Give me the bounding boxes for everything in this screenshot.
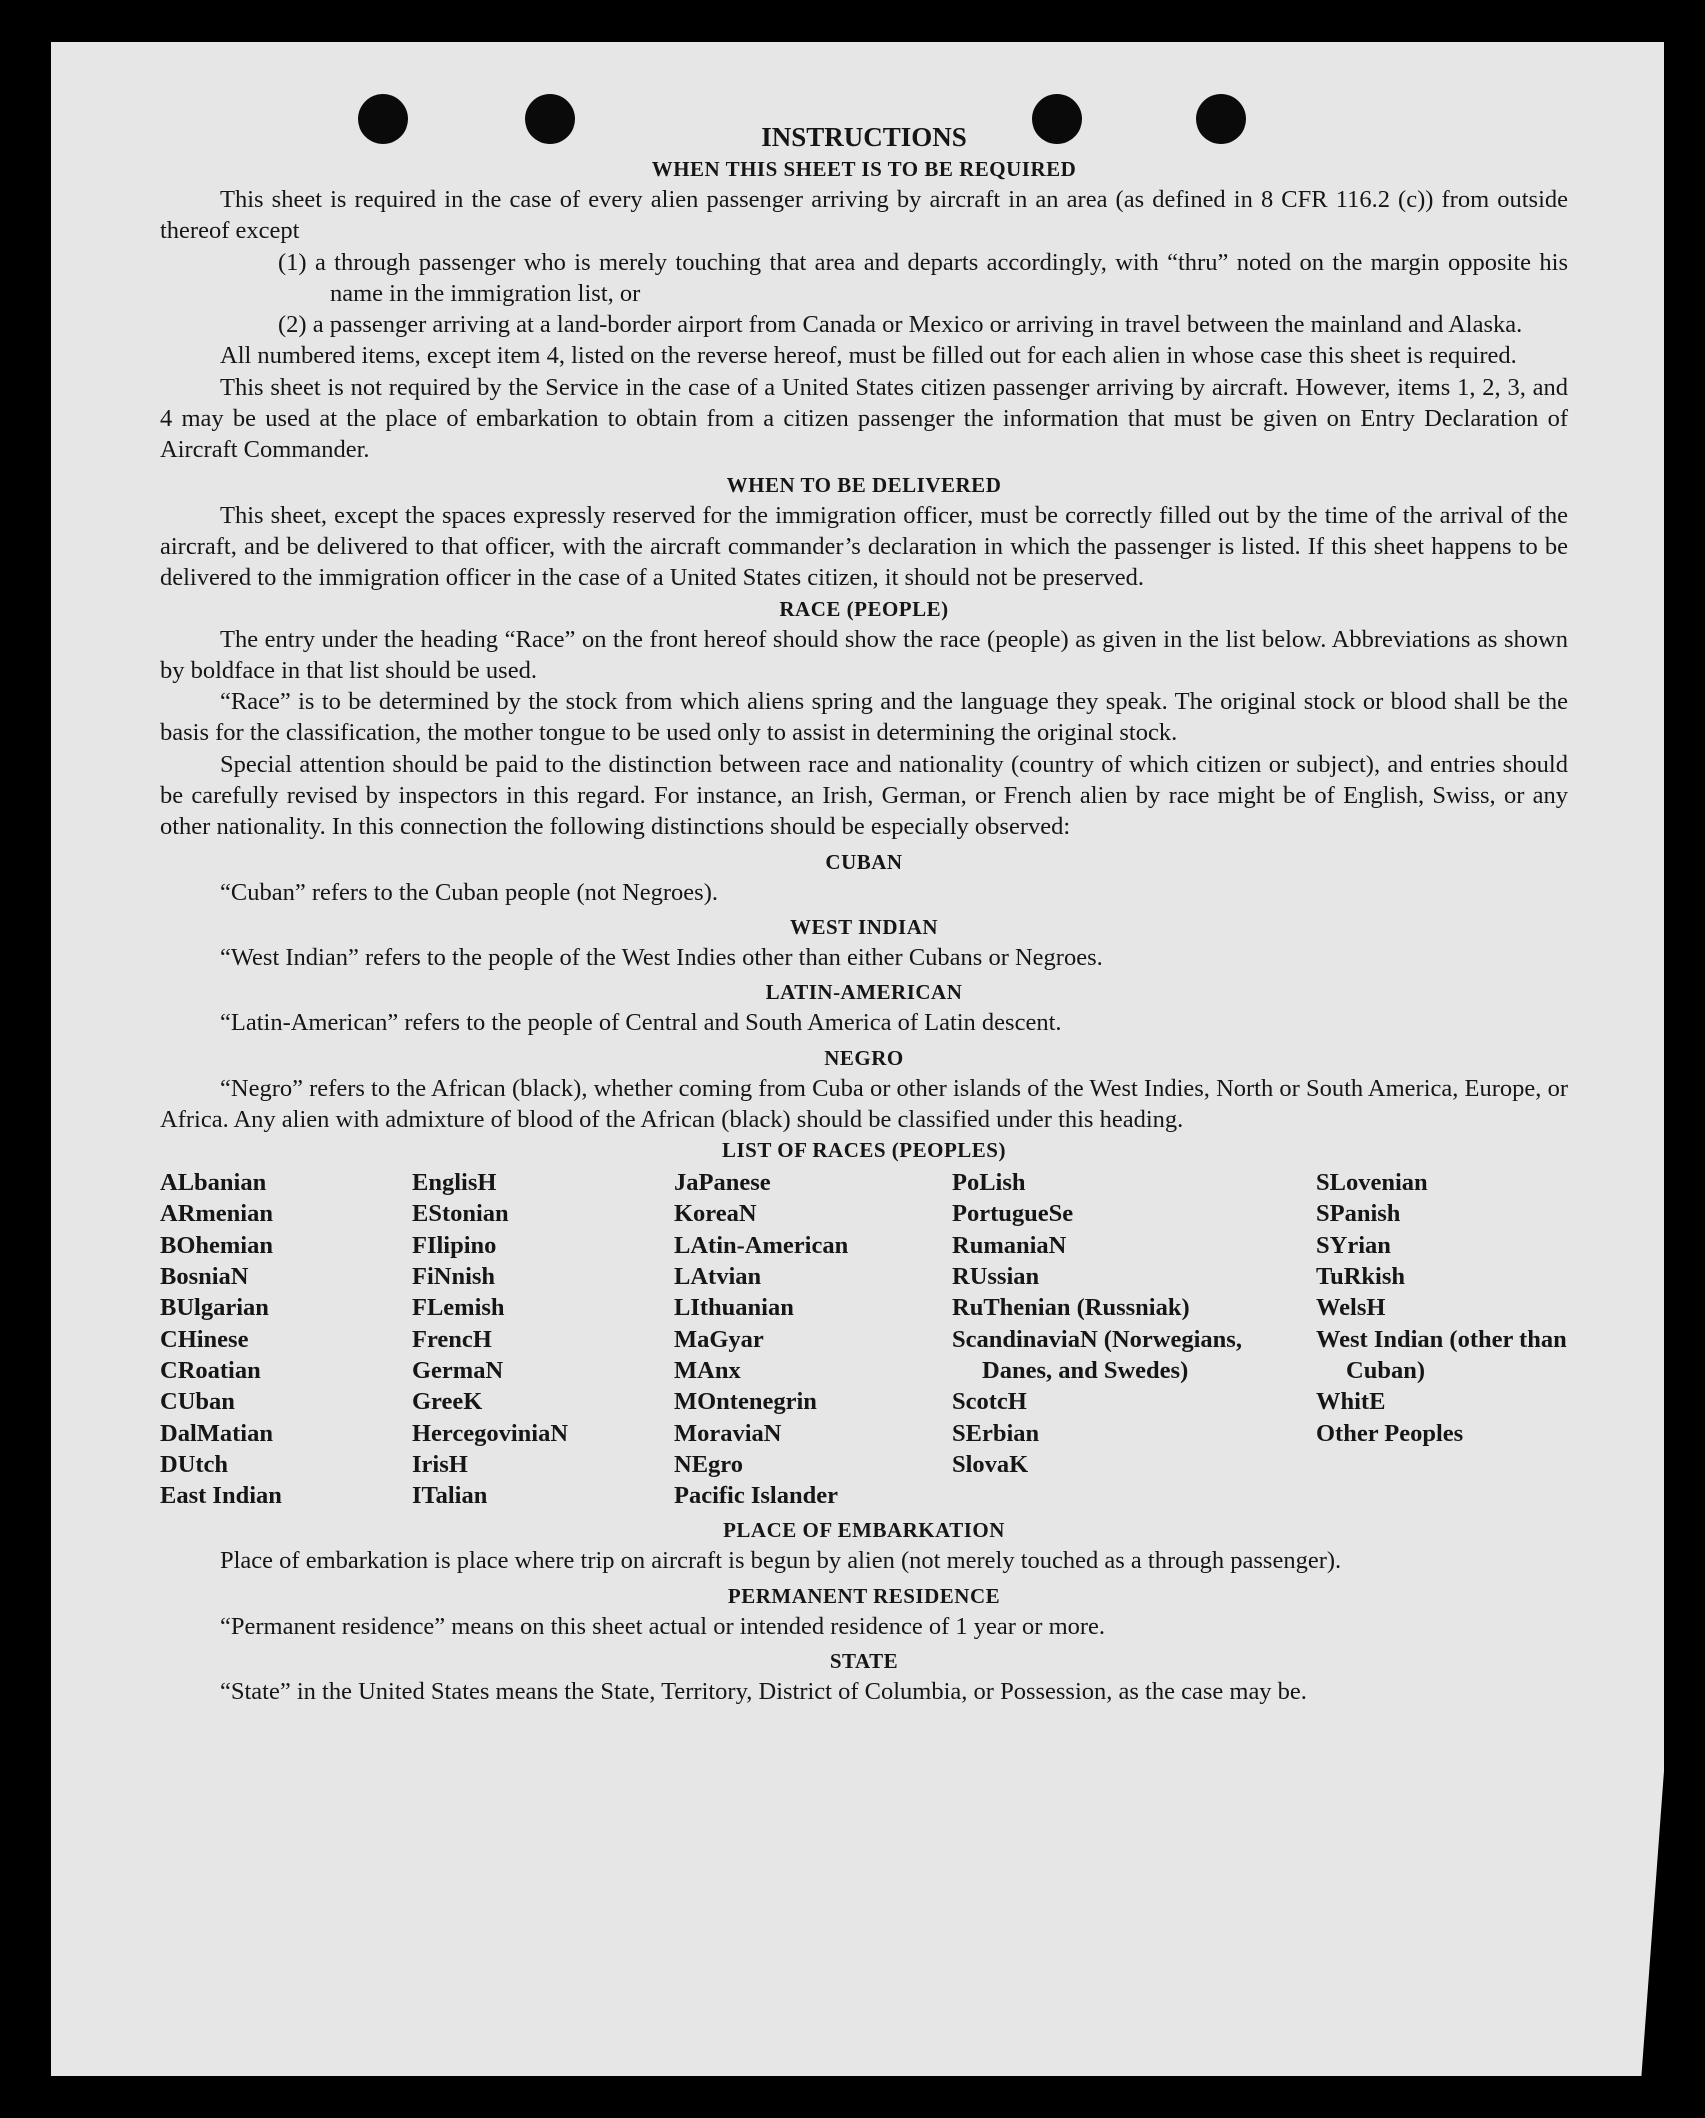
race-entry: RumaniaN <box>952 1231 1067 1259</box>
race-entry: BosniaN <box>160 1263 249 1291</box>
section-title: LATIN-AMERICAN <box>765 980 963 1005</box>
paragraph: This sheet is not required by the Service in the case of a United States citizen passenger arriving by aircraft. However, items 1, 2, 3, and 4 may be used at the place of embarkation to obtain from a citizen passenger the information that must be given on Entry Declaration of Aircraft Commander. <box>160 373 1568 464</box>
race-entry: NEgro <box>674 1450 743 1478</box>
paragraph: “Race” is to be determined by the stock from which aliens spring and the language they speak. The original stock or blood shall be the basis for the classification, the mother tongue to be used only to assist in determining the original stock. <box>160 688 1568 747</box>
race-entry: ALbanian <box>160 1169 267 1197</box>
paragraph: “Cuban” refers to the Cuban people (not Negroes). <box>220 878 718 906</box>
race-entry: CUban <box>160 1388 235 1416</box>
race-entry: MaGyar <box>674 1325 764 1353</box>
race-entry: HercegoviniaN <box>412 1419 569 1447</box>
paragraph: “Permanent residence” means on this sheet actual or intended residence of 1 year or more. <box>220 1612 1106 1640</box>
race-entry: ScotcH <box>952 1388 1027 1416</box>
section-title: WHEN THIS SHEET IS TO BE REQUIRED <box>651 157 1077 181</box>
paragraph: This sheet, except the spaces expressly reserved for the immigration officer, must be correctly filled out by the time of the arrival of the aircraft, and be delivered to that officer, with the aircraft commander’s declaration in which the passenger is listed. If this sheet happens to be delivered to the immigration officer in the case of a United States citizen, it should not be preserved. <box>160 501 1568 592</box>
race-entry: EStonian <box>412 1200 509 1228</box>
race-entry: IrisH <box>412 1450 468 1478</box>
race-entry: West Indian (other than Cuban) <box>1316 1325 1567 1384</box>
race-entry: JaPanese <box>674 1169 771 1197</box>
race-entry: BUlgarian <box>160 1294 269 1322</box>
paragraph: This sheet is required in the case of every alien passenger arriving by aircraft in an area (as defined in 8 CFR 116.2 (c)) from outside thereof except <box>160 186 1568 245</box>
paragraph: Place of embarkation is place where trip on aircraft is begun by alien (not merely touched as a through passenger). <box>220 1547 1342 1575</box>
race-column <box>412 1167 674 1511</box>
list-item: (1) a through passenger who is merely touching that area and departs accordingly, with “thru” noted on the margin opposite his name in the immigration list, or <box>278 248 1568 307</box>
race-entry: GermaN <box>412 1356 504 1384</box>
race-entry: DalMatian <box>160 1419 273 1447</box>
race-list <box>160 1167 1568 1511</box>
section-title: NEGRO <box>824 1045 904 1070</box>
race-entry: CHinese <box>160 1325 249 1353</box>
race-entry: SErbian <box>952 1419 1040 1447</box>
section-title: WHEN TO BE DELIVERED <box>726 472 1002 497</box>
paragraph: “Negro” refers to the African (black), whether coming from Cuba or other islands of the West Indies, North or South America, Europe, or Africa. Any alien with admixture of blood of the African (black) should be classified under this heading. <box>160 1074 1568 1133</box>
section-title: WEST INDIAN <box>789 914 939 939</box>
race-entry: FiNnish <box>412 1263 496 1291</box>
race-entry: WelsH <box>1316 1294 1386 1322</box>
race-column <box>160 1167 412 1511</box>
section-title: PLACE OF EMBARKATION <box>723 1518 1005 1543</box>
race-entry: EnglisH <box>412 1169 497 1197</box>
paragraph: All numbered items, except item 4, listed on the reverse hereof, must be filled out for each alien in whose case this sheet is required. <box>220 342 1517 370</box>
section-title: STATE <box>829 1648 899 1673</box>
race-entry: KoreaN <box>674 1200 757 1228</box>
paragraph: “State” in the United States means the State, Territory, District of Columbia, or Possession, as the case may be. <box>220 1677 1307 1705</box>
race-entry: GreeK <box>412 1388 483 1416</box>
race-entry: BOhemian <box>160 1231 273 1259</box>
race-entry: DUtch <box>160 1450 229 1478</box>
race-entry: FrencH <box>412 1325 492 1353</box>
race-entry: WhitE <box>1316 1388 1386 1416</box>
race-entry: FLemish <box>412 1294 505 1322</box>
race-column <box>674 1167 952 1511</box>
race-entry: LAtvian <box>674 1263 762 1291</box>
page-title: INSTRUCTIONS <box>761 122 967 152</box>
instructions-content <box>160 120 1568 1707</box>
paragraph: The entry under the heading “Race” on the front hereof should show the race (people) as given in the list below. Abbreviations as shown by boldface in that list should be used. <box>160 625 1568 684</box>
race-entry: MAnx <box>674 1356 741 1384</box>
race-entry: PortugueSe <box>952 1200 1074 1228</box>
paragraph: “Latin-American” refers to the people of Central and South America of Latin descent. <box>220 1009 1062 1037</box>
section-title: LIST OF RACES (PEOPLES) <box>722 1138 1006 1163</box>
race-entry: LAtin-American <box>674 1231 849 1259</box>
section-title: PERMANENT RESIDENCE <box>727 1583 1001 1608</box>
race-entry: SPanish <box>1316 1200 1401 1228</box>
paragraph: “West Indian” refers to the people of the West Indies other than either Cubans or Negroes. <box>220 943 1103 971</box>
race-column <box>1316 1167 1568 1511</box>
race-entry: Other Peoples <box>1316 1419 1464 1447</box>
section-title: CUBAN <box>825 849 903 874</box>
race-entry: PoLish <box>952 1169 1026 1197</box>
list-item: (2) a passenger arriving at a land-border airport from Canada or Mexico or arriving in travel between the mainland and Alaska. <box>278 311 1523 339</box>
race-entry: RUssian <box>952 1263 1040 1291</box>
race-entry: SYrian <box>1316 1231 1391 1259</box>
race-entry: East Indian <box>160 1482 282 1510</box>
race-entry: Pacific Islander <box>674 1482 838 1510</box>
race-entry: ITalian <box>412 1482 488 1510</box>
race-entry: MOntenegrin <box>674 1388 817 1416</box>
paragraph: Special attention should be paid to the distinction between race and nationality (country of which citizen or subject), and entries should be carefully revised by inspectors in this regard. For instance, an Irish, German, or French alien by race might be of English, Swiss, or any other nationality. In this connection the following distinctions should be especially observed: <box>160 750 1568 841</box>
race-entry: LIthuanian <box>674 1294 794 1322</box>
race-entry: MoraviaN <box>674 1419 782 1447</box>
race-entry: SlovaK <box>952 1450 1029 1478</box>
race-entry: RuThenian (Russniak) <box>952 1294 1190 1322</box>
race-entry: TuRkish <box>1316 1263 1406 1291</box>
race-entry: ARmenian <box>160 1200 273 1228</box>
race-column <box>952 1167 1316 1511</box>
race-entry: SLovenian <box>1316 1169 1428 1197</box>
section-title: RACE (PEOPLE) <box>779 596 949 621</box>
race-entry: CRoatian <box>160 1356 261 1384</box>
race-entry: FIlipino <box>412 1231 497 1259</box>
race-entry: ScandinaviaN (Norwegians, Danes, and Swedes) <box>952 1325 1242 1384</box>
